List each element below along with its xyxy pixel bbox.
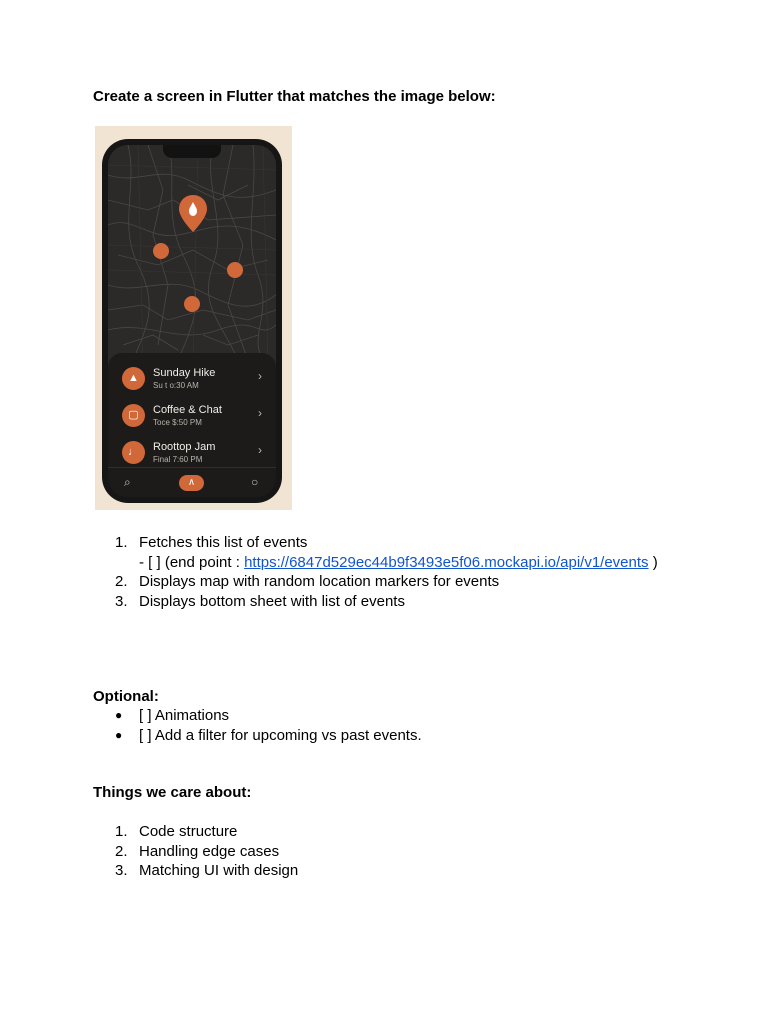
event-title: Sunday Hike (153, 367, 216, 379)
bottom-nav (108, 467, 276, 497)
endpoint-suffix: ) (648, 553, 658, 571)
event-title: Coffee & Chat (153, 404, 222, 416)
phone-frame (102, 139, 282, 503)
events-bottom-sheet (108, 353, 276, 497)
care-list (93, 822, 298, 881)
care-heading: Things we care about: (93, 784, 252, 801)
event-title: Roottop Jam (153, 441, 216, 453)
event-subtitle: Final 7:60 PM (153, 455, 203, 464)
phone-notch (163, 145, 221, 158)
list-item (93, 706, 422, 726)
list-number: 3. (115, 862, 128, 880)
event-list-item[interactable] (122, 402, 272, 432)
endpoint-link[interactable]: https://6847d529ec44b9f3493e5f06.mockapi.io/api/v1/events (244, 553, 649, 571)
map-view (108, 145, 276, 360)
flame-icon: ▲ (122, 367, 145, 390)
list-number: 3. (115, 592, 128, 610)
list-item (93, 842, 298, 862)
list-text: Code structure (139, 823, 238, 840)
event-subtitle: Toce $:50 PM (153, 418, 202, 427)
event-marker[interactable] (153, 243, 169, 259)
page-title: Create a screen in Flutter that matches the image below: (93, 88, 496, 105)
list-item (93, 533, 658, 553)
list-item (93, 822, 298, 842)
list-item (93, 592, 658, 612)
optional-list (93, 706, 422, 745)
list-text: Handling edge cases (139, 842, 280, 860)
profile-icon[interactable]: ○ (251, 475, 259, 489)
chevron-right-icon: › (258, 443, 262, 457)
list-text: Displays bottom sheet with list of events (139, 592, 405, 610)
chat-icon: ▢ (122, 404, 145, 427)
list-number: 1. (115, 534, 128, 551)
list-text: Fetches this list of events (139, 534, 308, 551)
bullet: ● (115, 727, 123, 742)
design-mockup (95, 126, 292, 510)
list-text: [ ] Add a filter for upcoming vs past events. (139, 726, 422, 744)
guitar-icon: ♩ (122, 441, 145, 464)
event-subtitle: Su t o:30 AM (153, 381, 199, 390)
event-marker[interactable] (227, 262, 243, 278)
chevron-right-icon: › (258, 406, 262, 420)
phone-screen (108, 145, 276, 497)
events-tab-icon[interactable]: ∧ (179, 475, 204, 491)
list-number: 2. (115, 573, 128, 591)
search-icon[interactable]: ⌕ (124, 475, 131, 489)
list-item (93, 726, 422, 746)
chevron-right-icon: › (258, 369, 262, 383)
event-marker[interactable] (184, 296, 200, 312)
bullet: ● (115, 708, 123, 722)
list-item (93, 572, 658, 592)
list-text: [ ] Animations (139, 707, 230, 724)
list-text: Matching UI with design (139, 862, 299, 880)
event-list-item[interactable] (122, 365, 272, 395)
endpoint-line (93, 553, 658, 573)
event-list-item[interactable] (122, 439, 272, 469)
endpoint-prefix: - [ ] (end point : (139, 553, 245, 571)
list-item (93, 861, 298, 881)
requirements-list (93, 533, 658, 611)
list-text: Displays map with random location markers for events (139, 573, 500, 591)
list-number: 1. (115, 823, 128, 840)
optional-heading: Optional: (93, 688, 159, 705)
list-number: 2. (115, 842, 128, 860)
